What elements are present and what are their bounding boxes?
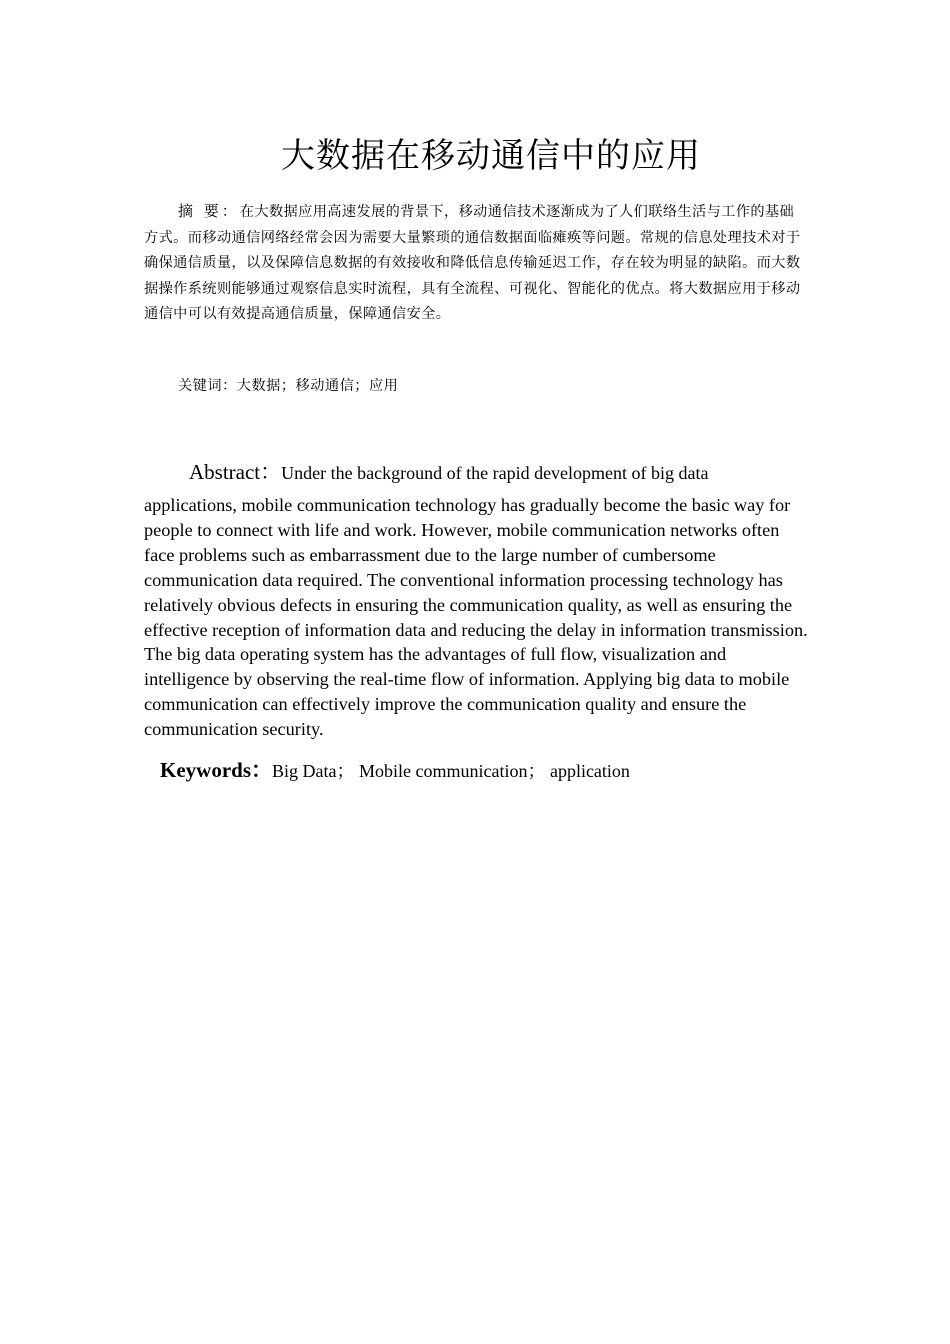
chinese-abstract [144, 199, 806, 328]
chinese-keywords-label: 关键词： [178, 378, 237, 394]
english-keywords [160, 754, 630, 784]
chinese-keywords [178, 375, 398, 395]
english-abstract-label: Abstract： [189, 460, 282, 484]
chinese-abstract-text: 在大数据应用高速发展的背景下，移动通信技术逐渐成为了人们联络生活与工作的基础方式。而移动通信网络经常会因为需要大量繁琐的通信数据面临瘫痪等问题。常规的信息处理技术对于确保通信质量，以及保障信息数据的有效接收和降低信息传输延迟工作，存在较为明显的缺陷。而大数据操作系统则能够通过观察信息实时流程，具有全流程、可视化、智能化的优点。将大数据应用于移动通信中可以有效提高通信质量，保障通信安全。 [144, 204, 801, 322]
chinese-keywords-text: 大数据；移动通信；应用 [236, 378, 399, 394]
paper-title: 大数据在移动通信中的应用 [281, 136, 701, 176]
english-abstract-heading [189, 456, 709, 486]
english-keywords-label: Keywords： [160, 758, 272, 782]
english-abstract-text: applications, mobile communication technology has gradually become the basic way for people to connect with life and work. However, mobile communication networks often face problems such as embarrassment due to the large number of cumbersome communication data required. The conventional information processing technology has relatively obvious defects in ensuring the communication quality, as well as ensuring the effective reception of information data and reducing the delay in information transmission. The big data operating system has the advantages of full flow, visualization and intelligence by observing the real-time flow of information. Applying big data to mobile communication can effectively improve the communication quality and ensure the communication security. [144, 495, 808, 740]
english-keywords-text: Big Data； Mobile communication； application [272, 761, 630, 781]
english-abstract-first-line: Under the background of the rapid development of big data [281, 463, 709, 483]
chinese-abstract-label: 摘 要： [178, 202, 240, 220]
